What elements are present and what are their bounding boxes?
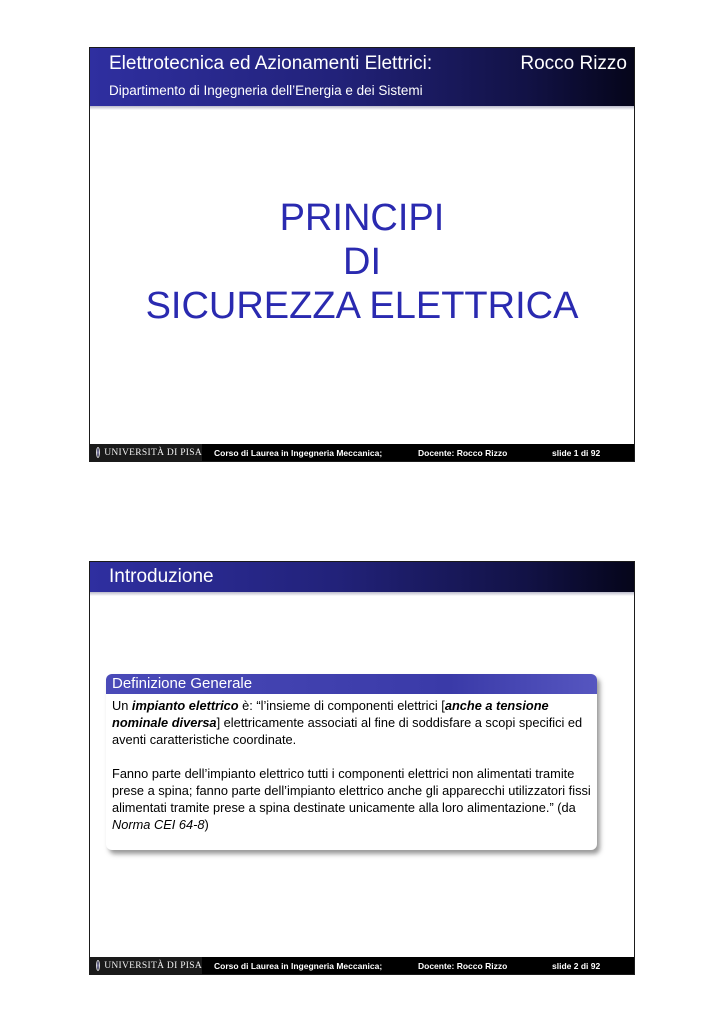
definition-paragraph-2 (112, 765, 591, 833)
text-run: ) (204, 817, 209, 832)
footer-docente: Docente: Rocco Rizzo (418, 448, 508, 458)
slide-header (90, 48, 634, 106)
footer-course: Corso di Laurea in Ingegneria Meccanica; (214, 961, 383, 971)
university-name: UNIVERSITÀ DI PISA (104, 960, 202, 971)
footer-course: Corso di Laurea in Ingegneria Meccanica; (214, 448, 383, 458)
header-shadow (90, 592, 634, 596)
header-shadow (90, 106, 634, 110)
title-line-2: DI (343, 241, 381, 283)
department-name: Dipartimento di Ingegneria dell’Energia e dei Sistemi (109, 83, 423, 98)
block-body (112, 697, 591, 850)
term-impianto-elettrico: impianto elettrico (131, 698, 239, 713)
term-tensione-nominale: anche a tensione nominale diversa (112, 698, 549, 730)
block-title: Definizione Generale (106, 674, 597, 694)
slide-1 (89, 47, 635, 462)
section-title: Introduzione (109, 566, 214, 587)
university-logo (90, 957, 202, 974)
footer-docente: Docente: Rocco Rizzo (418, 961, 508, 971)
slide-footer (90, 957, 634, 974)
definition-block (106, 674, 597, 850)
title-line-1: PRINCIPI (279, 197, 445, 239)
university-logo (90, 444, 202, 461)
university-seal-icon (96, 447, 100, 458)
norma-reference: Norma CEI 64-8 (112, 817, 205, 832)
slide-counter: slide 1 di 92 (552, 448, 601, 458)
text-run: è: “l’insieme di componenti elettrici [ (238, 698, 445, 713)
definition-paragraph-1 (112, 697, 591, 748)
slide-header (90, 562, 634, 592)
course-title: Elettrotecnica ed Azionamenti Elettrici: (109, 53, 433, 74)
text-run: Un (112, 698, 132, 713)
slide-counter: slide 2 di 92 (552, 961, 601, 971)
text-run: ] elettricamente associati al fine di soddisfare a scopi specifici ed aventi caratteristiche coordinate. (112, 715, 583, 747)
title-line-3: SICUREZZA ELETTRICA (145, 285, 579, 327)
slide-title (90, 196, 634, 328)
slide-footer (90, 444, 634, 461)
university-name: UNIVERSITÀ DI PISA (104, 447, 202, 458)
author-name: Rocco Rizzo (520, 53, 627, 74)
slide-2 (89, 561, 635, 975)
text-run: Fanno parte dell’impianto elettrico tutti i componenti elettrici non alimentati tramite prese a spina; fanno parte dell’impianto elettrico anche gli apparecchi utilizzatori fissi alimentati tramite prese a spina destinate unicamente alla loro alimentazione.” (da (112, 766, 591, 815)
university-seal-icon (96, 960, 100, 971)
